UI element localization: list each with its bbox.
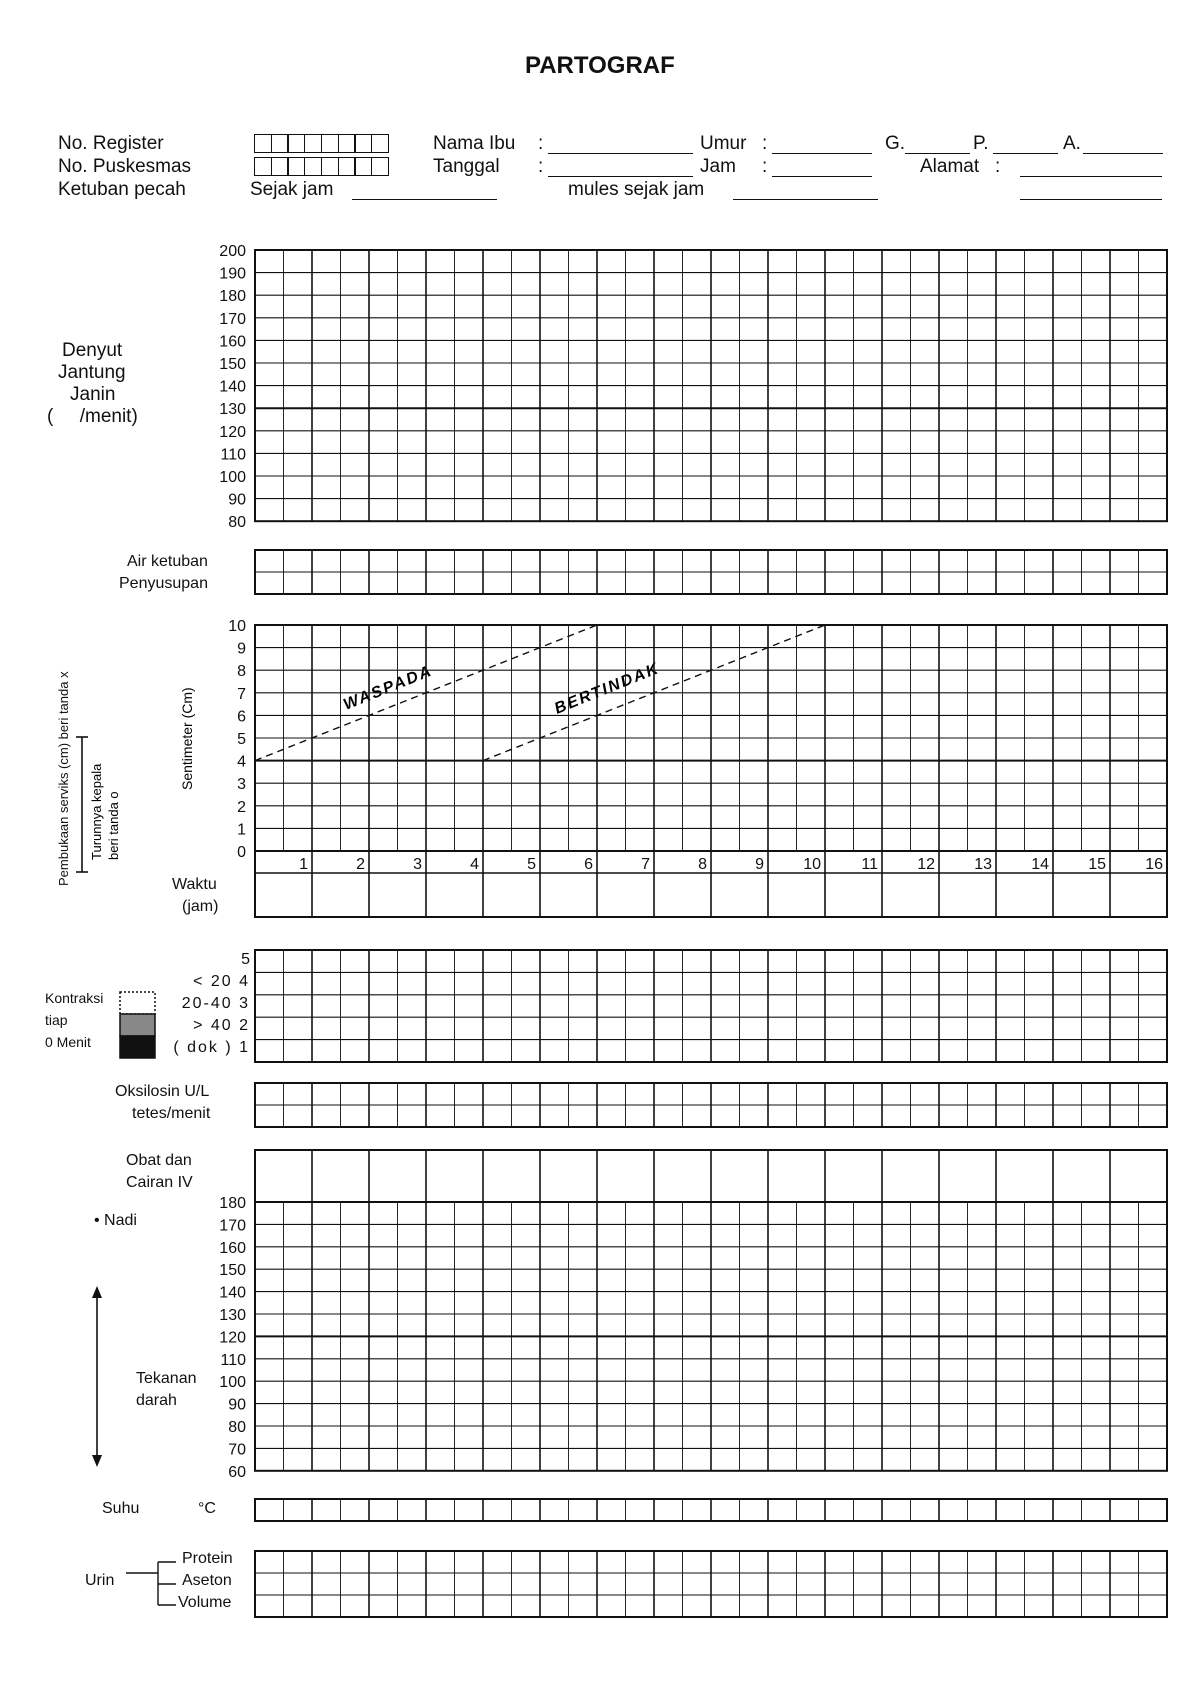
p-label: P. <box>973 133 989 154</box>
djj-tick: 170 <box>219 310 246 328</box>
serviks-tick: 0 <box>237 844 246 861</box>
kontraksi-row-2: > 40 2 <box>193 1017 250 1034</box>
pembukaan-serviks-label: Pembukaan serviks (cm) beri tanda x <box>56 671 71 886</box>
umur-colon: : <box>762 133 768 154</box>
hour-tick: 3 <box>413 856 422 873</box>
tanggal-colon: : <box>538 156 544 177</box>
mules-sejak-jam-label: mules sejak jam <box>568 179 705 200</box>
no-puskesmas-label: No. Puskesmas <box>58 156 192 177</box>
hour-tick: 2 <box>356 856 365 873</box>
alamat-label: Alamat <box>920 156 980 177</box>
alamat-colon: : <box>995 156 1001 177</box>
hour-tick: 4 <box>470 856 479 873</box>
kontraksi-row-1: ( dok ) 1 <box>173 1039 250 1056</box>
djj-tick: 160 <box>219 333 246 351</box>
oksitosin-label: Oksilosin U/L <box>115 1083 210 1100</box>
penyusupan-label: Penyusupan <box>119 575 208 592</box>
suhu-label: Suhu <box>102 1500 140 1517</box>
menit-label: 0 Menit <box>45 1034 91 1050</box>
nadi-tick: 70 <box>228 1441 246 1459</box>
djj-tick: 190 <box>219 265 246 283</box>
suhu-unit: °C <box>198 1500 216 1517</box>
djj-label-2: Jantung <box>58 362 126 383</box>
air-ketuban-label: Air ketuban <box>127 553 208 570</box>
nadi-label: • Nadi <box>94 1212 137 1229</box>
nama-ibu-colon: : <box>538 133 544 154</box>
hour-tick: 14 <box>1031 856 1049 873</box>
kontraksi-legend-solid <box>120 1036 155 1058</box>
page-title: PARTOGRAF <box>525 52 675 79</box>
serviks-tick: 9 <box>237 640 246 658</box>
serviks-tick: 4 <box>237 753 246 771</box>
hour-tick: 1 <box>299 856 308 873</box>
djj-tick: 100 <box>219 469 246 486</box>
djj-tick: 110 <box>220 446 246 464</box>
kontraksi-legend-hatched <box>120 1014 155 1036</box>
hour-tick: 6 <box>584 856 593 873</box>
djj-tick: 80 <box>228 514 246 532</box>
hour-tick: 15 <box>1088 856 1106 873</box>
djj-tick: 150 <box>219 356 246 373</box>
jam-unit-label: (jam) <box>182 898 219 915</box>
djj-label-1: Denyut <box>62 340 123 361</box>
nadi-tick: 100 <box>219 1374 246 1392</box>
djj-label-3: Janin <box>70 384 116 405</box>
jam-colon: : <box>762 156 768 177</box>
nadi-tick: 110 <box>220 1351 246 1369</box>
serviks-tick: 7 <box>237 685 246 703</box>
serviks-tick: 2 <box>237 798 246 816</box>
kontraksi-row-5: 5 <box>241 951 250 968</box>
nadi-tick: 120 <box>219 1329 246 1347</box>
nama-ibu-label: Nama Ibu <box>433 133 516 154</box>
waspada-line-label: WASPADA <box>341 662 436 714</box>
no-register-label: No. Register <box>58 133 164 154</box>
a-label: A. <box>1063 133 1081 154</box>
nadi-tick: 170 <box>219 1217 246 1235</box>
turunnya-kepala-label: Turunnya kepala <box>89 763 104 860</box>
serviks-tick: 5 <box>237 731 246 748</box>
hour-tick: 9 <box>755 856 764 873</box>
beri-tanda-o-label: beri tanda o <box>106 791 121 860</box>
serviks-tick: 3 <box>237 776 246 794</box>
djj-label-4: ( /menit) <box>47 406 138 427</box>
kontraksi-row-4: < 20 4 <box>193 973 250 990</box>
sentimeter-label: Sentimeter (Cm) <box>179 687 195 790</box>
protein-label: Protein <box>182 1550 233 1567</box>
tetes-menit-label: tetes/menit <box>132 1105 211 1122</box>
kontraksi-row-3: 20-40 3 <box>181 995 250 1012</box>
bp-arrow-up-icon <box>92 1286 102 1298</box>
nadi-tick: 180 <box>219 1195 246 1212</box>
tiap-label: tiap <box>45 1012 68 1028</box>
serviks-tick: 1 <box>237 821 246 839</box>
serviks-tick: 6 <box>237 708 246 726</box>
hour-tick: 8 <box>698 856 707 873</box>
g-label: G. <box>885 133 906 154</box>
darah-label: darah <box>136 1392 177 1409</box>
ketuban-pecah-label: Ketuban pecah <box>58 179 186 200</box>
waktu-label: Waktu <box>172 876 217 893</box>
djj-tick: 200 <box>219 243 246 260</box>
hour-tick: 10 <box>803 856 821 873</box>
hour-tick: 16 <box>1145 856 1163 873</box>
hour-tick: 12 <box>917 856 935 873</box>
nadi-tick: 80 <box>228 1419 246 1436</box>
nadi-tick: 90 <box>228 1396 246 1414</box>
djj-tick: 130 <box>219 401 246 419</box>
nadi-tick: 60 <box>228 1463 246 1481</box>
obat-label: Obat dan <box>126 1152 192 1169</box>
hour-tick: 5 <box>527 856 536 873</box>
umur-label: Umur <box>700 133 747 154</box>
djj-tick: 120 <box>219 423 246 441</box>
nadi-tick: 160 <box>219 1239 246 1257</box>
aseton-label: Aseton <box>182 1572 232 1589</box>
nadi-tick: 150 <box>219 1262 246 1280</box>
nadi-tick: 130 <box>219 1307 246 1324</box>
hour-tick: 11 <box>861 856 878 873</box>
bp-arrow-down-icon <box>92 1455 102 1467</box>
kontraksi-label: Kontraksi <box>45 990 104 1006</box>
sejak-jam-label: Sejak jam <box>250 179 334 200</box>
jam-label: Jam <box>700 156 736 177</box>
tanggal-label: Tanggal <box>433 156 500 177</box>
cairan-iv-label: Cairan IV <box>126 1174 193 1191</box>
hour-tick: 7 <box>641 856 650 873</box>
tekanan-label: Tekanan <box>136 1370 197 1387</box>
urin-label: Urin <box>85 1572 115 1589</box>
djj-tick: 180 <box>219 288 246 306</box>
kontraksi-legend-dots <box>120 992 155 1014</box>
serviks-tick: 8 <box>237 663 246 681</box>
hour-tick: 13 <box>974 856 992 873</box>
djj-tick: 140 <box>219 378 246 396</box>
volume-label: Volume <box>178 1594 232 1611</box>
bertindak-line-label: BERTINDAK <box>552 660 663 718</box>
nadi-tick: 140 <box>219 1284 246 1302</box>
serviks-tick: 10 <box>228 618 246 635</box>
djj-tick: 90 <box>228 491 246 509</box>
